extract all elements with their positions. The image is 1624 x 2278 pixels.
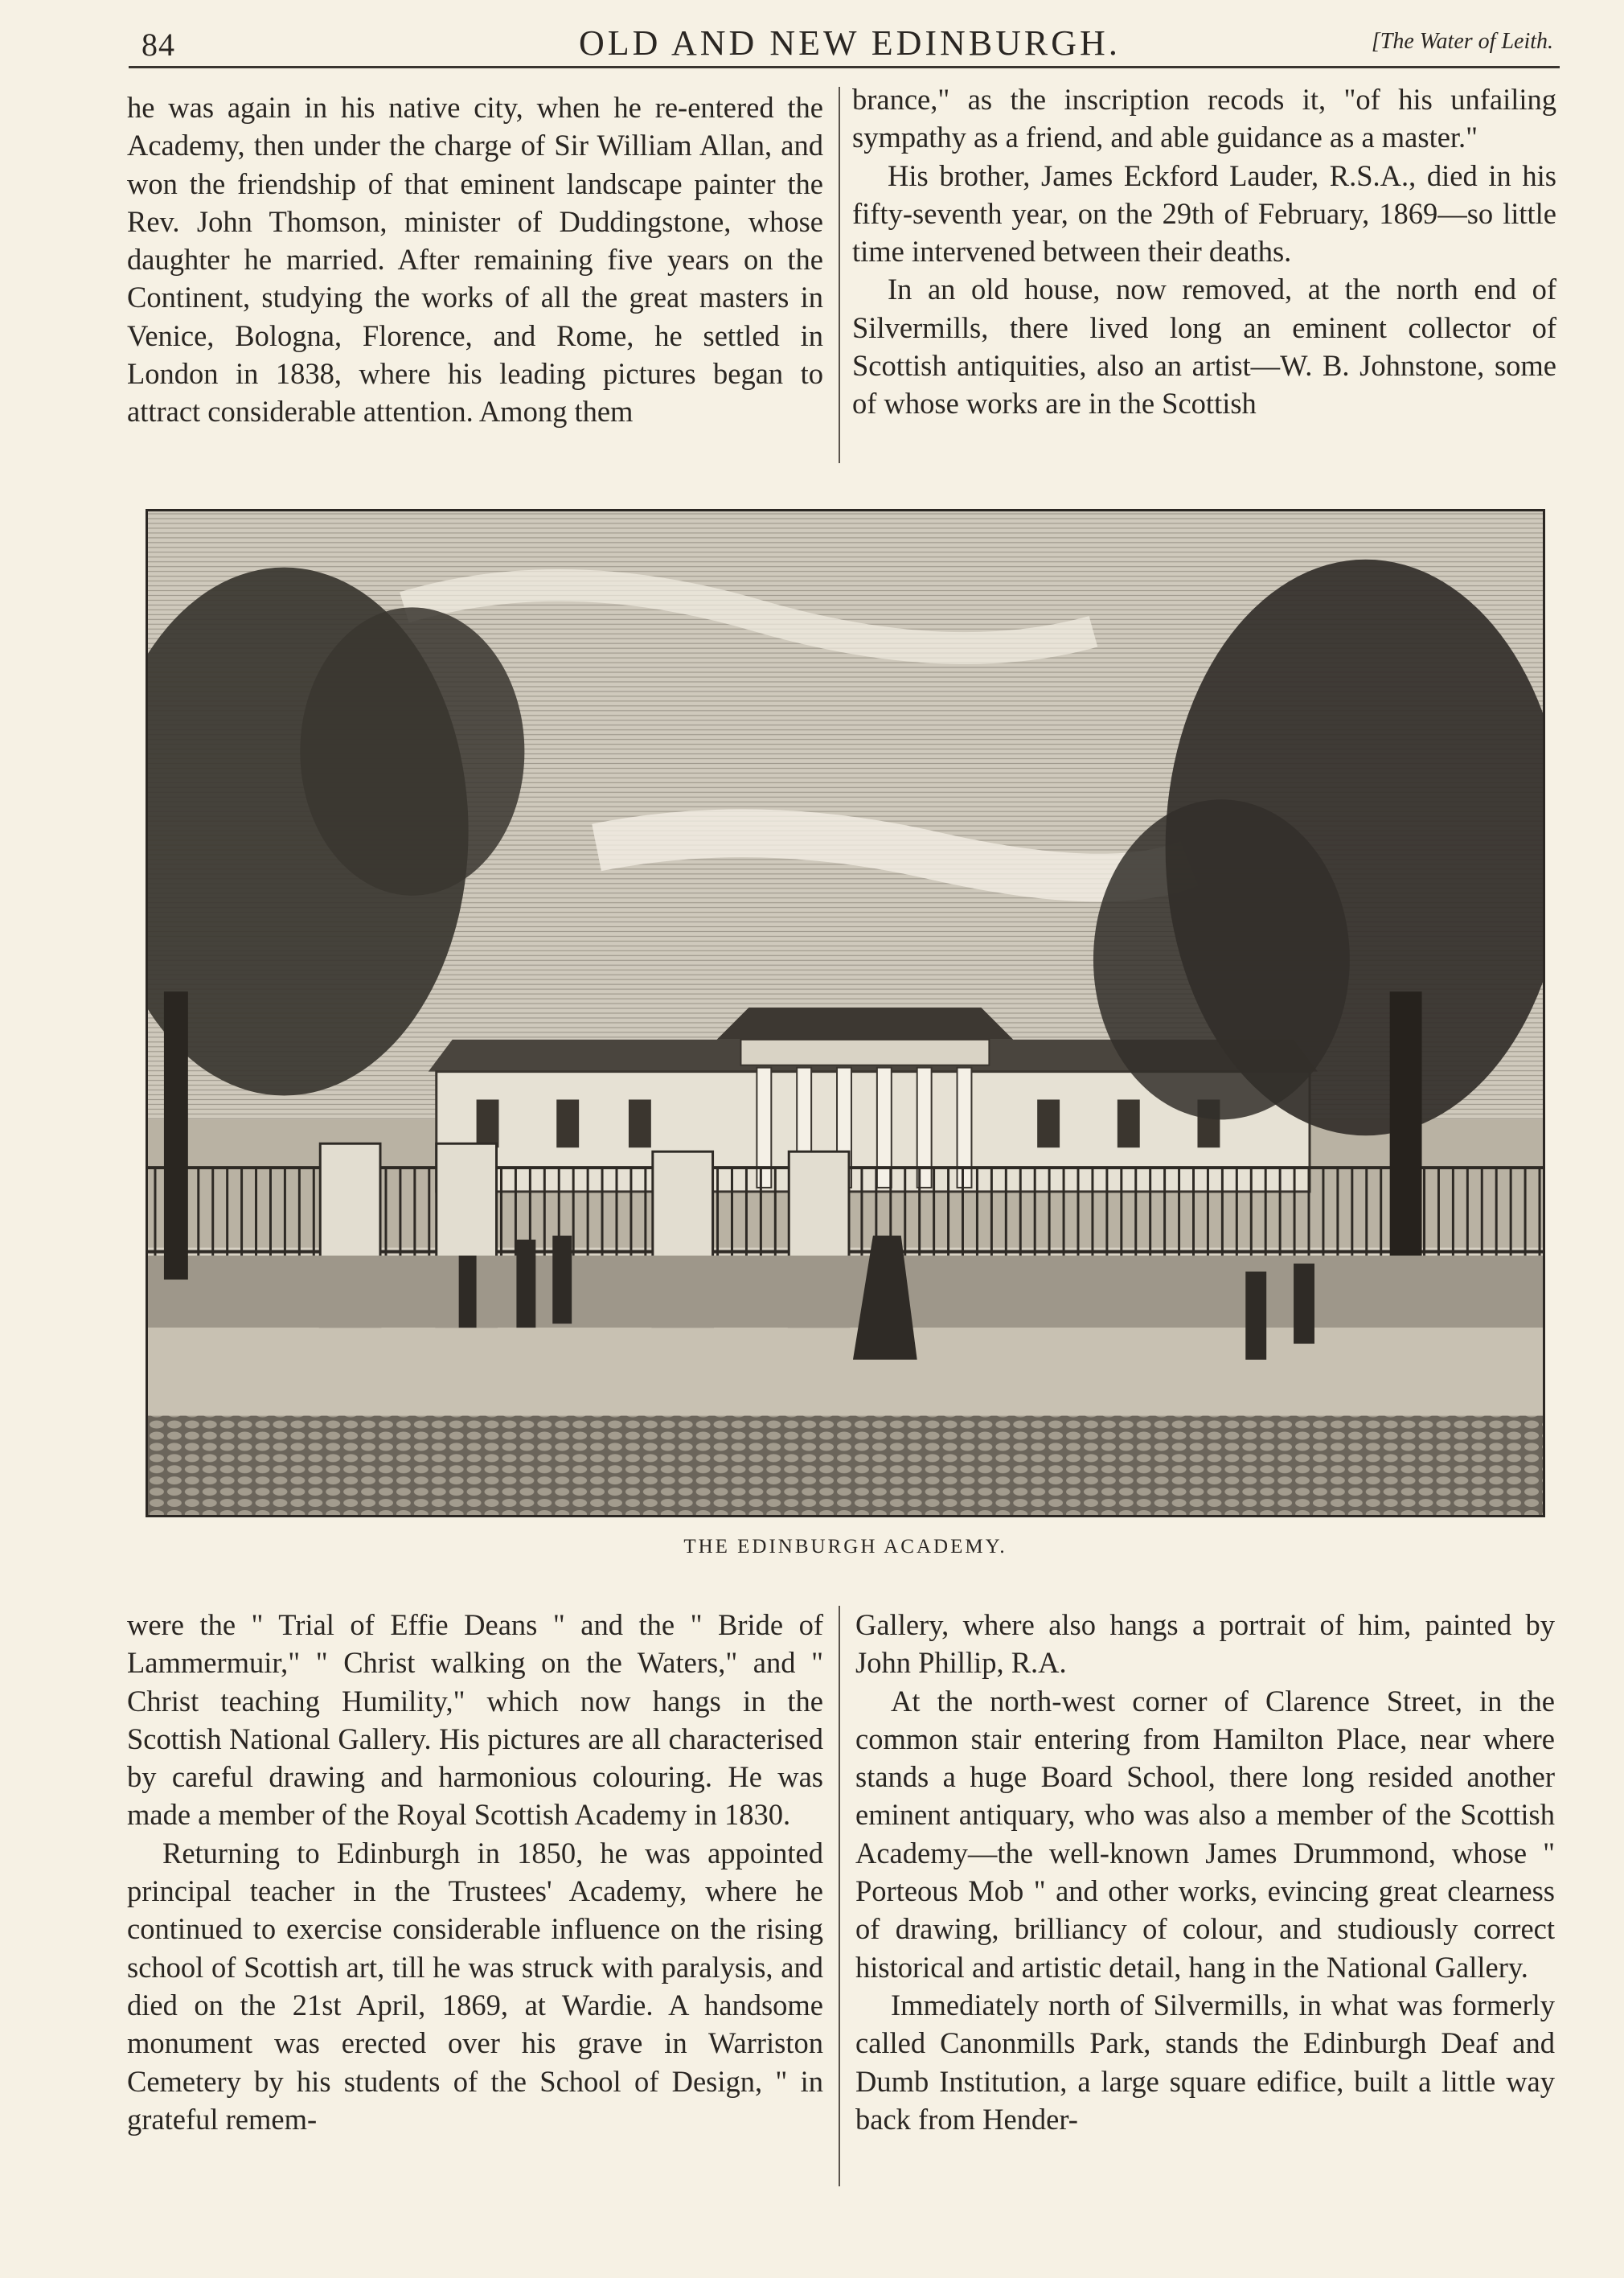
paragraph: At the north-west corner of Clarence Street, in the common stair entering from Hamilton Place, near where stands a huge Board School, there long resided another eminent antiquary, who was also a member of the Scottish Academy—the well-known James Drummond, whose " Porteous Mob " and other works, evincing great clearness of drawing, brilliancy of colour, and studiously correct historical and artistic detail, hang in the National Gallery. bbox=[855, 1684, 1555, 1984]
bottom-right-column bbox=[855, 1606, 1555, 2138]
top-left-column bbox=[127, 88, 823, 431]
paragraph: brance," as the inscription recods it, "of his unfailing sympathy as a friend, and able guidance as a master." bbox=[852, 83, 1556, 154]
paragraph: were the " Trial of Effie Deans " and the " Bride of Lammermuir," " Christ walking on the Waters," and " Christ teaching Humility," which now hangs in the Scottish National Gallery. His pictures are all characterised by careful drawing and harmonious colouring. He was made a member of the Royal Scottish Academy in 1830. bbox=[127, 1608, 823, 1832]
figure-caption: THE EDINBURGH ACADEMY. bbox=[683, 1536, 1007, 1558]
running-title: OLD AND NEW EDINBURGH. bbox=[579, 23, 1121, 63]
top-right-column bbox=[852, 80, 1556, 423]
paragraph: His brother, James Eckford Lauder, R.S.A., died in his fifty-seventh year, on the 29th of February, 1869—so little time intervened between their deaths. bbox=[852, 158, 1556, 269]
running-header bbox=[129, 18, 1560, 68]
column-divider bbox=[839, 87, 840, 463]
paragraph: Returning to Edinburgh in 1850, he was appointed principal teacher in the Trustees' Academy, where he continued to exercise considerable influence on the rising school of Scottish art, till he was struck with paralysis, and died on the 21st April, 1869, at Wardie. A handsome monument was erected over his grave in Warriston Cemetery by his students of the School of Design, " in grateful remem- bbox=[127, 1836, 823, 2136]
engraving-edinburgh-academy bbox=[146, 509, 1545, 1517]
paragraph: he was again in his native city, when he re-entered the Academy, then under the charge of Sir William Allan, and won the friendship of that eminent landscape painter the Rev. John Thomson, minister of Duddingstone, whose daughter he married. After remaining five years on the Continent, studying the works of all the great masters in Venice, Bologna, Florence, and Rome, he settled in London in 1838, where his leading pictures began to attract considerable attention. Among them bbox=[127, 91, 823, 429]
column-divider bbox=[839, 1606, 840, 2186]
paragraph: Immediately north of Silvermills, in what was formerly called Canonmills Park, stands the Edinburgh Deaf and Dumb Institution, a large square edifice, built a little way back from Hender- bbox=[855, 1988, 1555, 2136]
bottom-left-column bbox=[127, 1606, 823, 2138]
paragraph: Gallery, where also hangs a portrait of him, painted by John Phillip, R.A. bbox=[855, 1608, 1555, 1680]
page-number: 84 bbox=[141, 27, 175, 63]
paragraph: In an old house, now removed, at the north end of Silvermills, there lived long an eminent collector of Scottish antiquities, also an artist—W. B. Johnstone, some of whose works are in the Scottish bbox=[852, 273, 1556, 421]
engraving-illustration bbox=[148, 511, 1543, 1515]
section-title: [The Water of Leith. bbox=[1371, 29, 1553, 54]
